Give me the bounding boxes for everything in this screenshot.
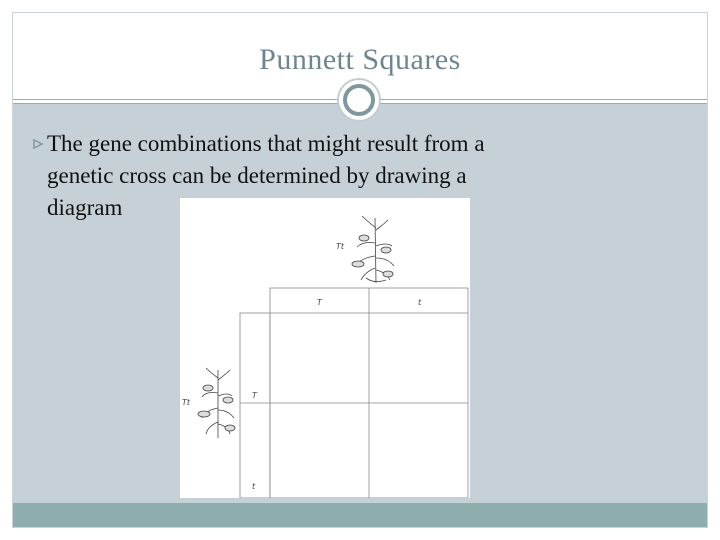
bullet-arrow-icon — [33, 138, 45, 150]
slide-title: Punnett Squares — [259, 43, 461, 76]
bullet-line-2: genetic cross can be determined by drawing a — [47, 163, 467, 188]
top-parent-label: Tt — [336, 242, 345, 251]
punnett-square-figure — [180, 198, 470, 498]
top-plant-icon — [352, 216, 394, 283]
bullet-line-3: diagram — [47, 195, 123, 220]
punnett-square-drawing — [180, 198, 470, 498]
column-header-1: T — [317, 298, 322, 307]
row-header-1: T — [252, 391, 257, 400]
footer-bar — [13, 503, 707, 527]
left-parent-label: Tt — [182, 398, 191, 407]
row-header-2: t — [252, 482, 256, 491]
bullet-line-1: The gene combinations that might result from a — [47, 131, 485, 156]
left-plant-icon — [198, 368, 235, 438]
punnett-grid — [240, 288, 468, 498]
column-header-2: t — [418, 298, 422, 307]
circle-ornament-icon — [337, 78, 381, 122]
